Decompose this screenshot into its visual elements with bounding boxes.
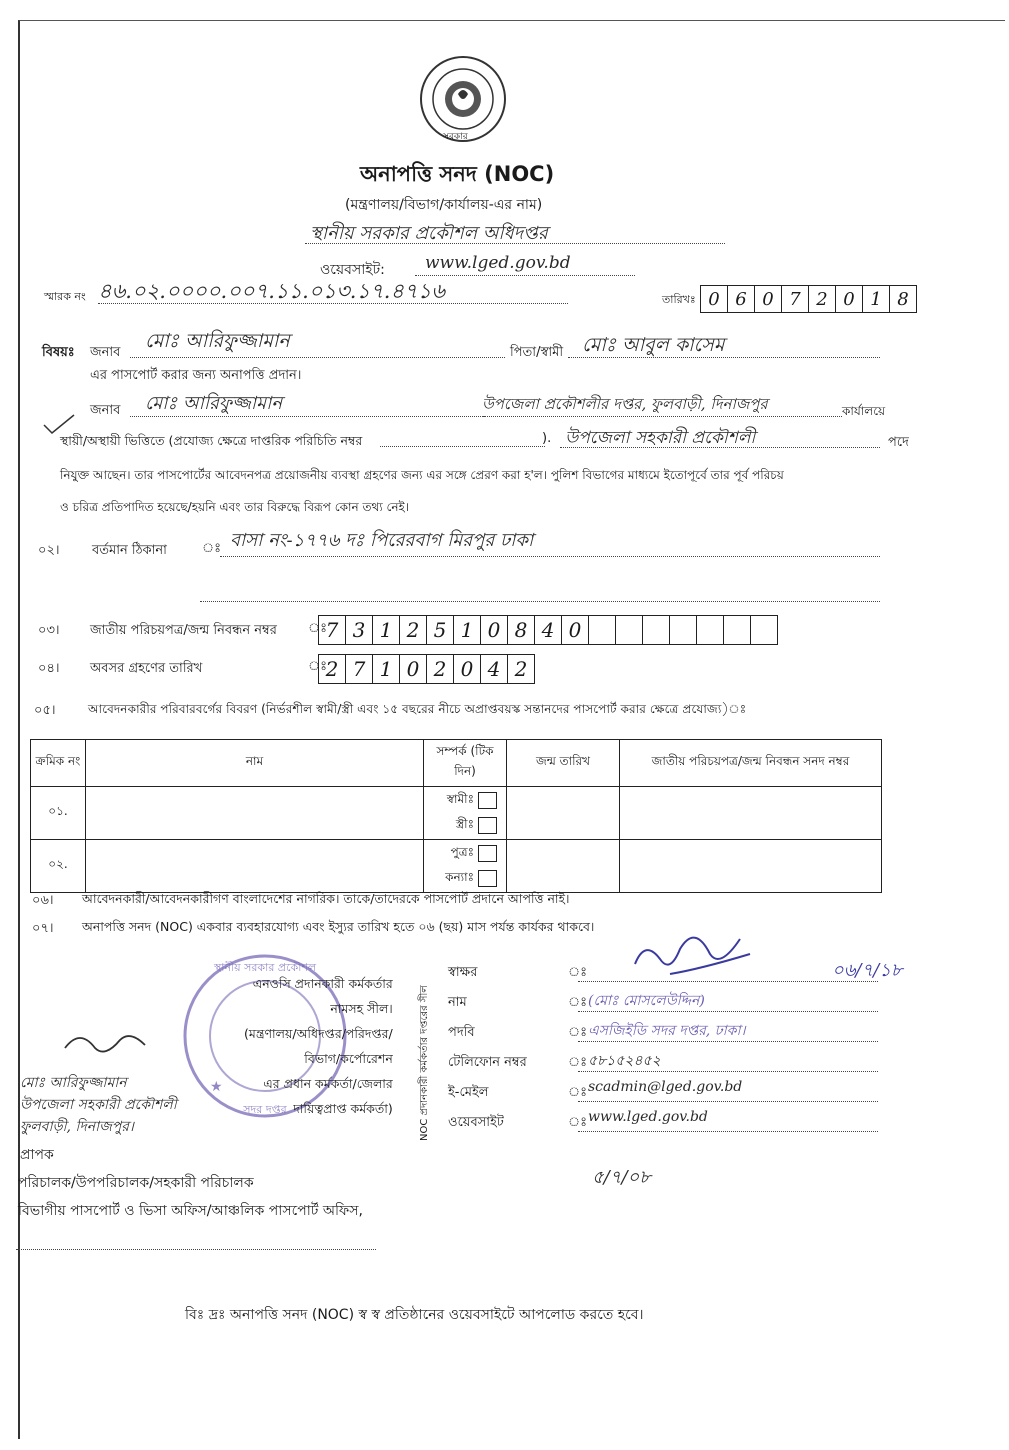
item-05-number: ০৫। <box>34 703 56 718</box>
son-checkbox[interactable] <box>478 845 497 862</box>
table-row: ০১. স্বামীঃ স্ত্রীঃ <box>31 787 882 840</box>
signatory-field-row: পদবি ঃ এসজিইডি সদর দপ্তর, ঢাকা। <box>448 1021 908 1047</box>
col-serial: ক্রমিক নং <box>31 740 86 787</box>
signatory-field-value: scadmin@lged.gov.bd <box>588 1079 743 1095</box>
svg-text:স্থানীয় সরকার প্রকৌশল: স্থানীয় সরকার প্রকৌশল <box>213 961 317 974</box>
item-02-number: ০২। <box>38 543 60 558</box>
applicant-sig-name: মোঃ আরিফুজ্জামান <box>20 1075 127 1091</box>
digit-box: 0 <box>453 654 480 684</box>
digit-box: 1 <box>453 615 480 645</box>
wife-checkbox[interactable] <box>478 817 497 834</box>
designation: উপজেলা সহকারী প্রকৌশলী <box>565 428 756 448</box>
item-03-number: ০৩। <box>38 623 60 638</box>
signatory-field-row: স্বাক্ষর ঃ <box>448 961 908 987</box>
memo-number: ৪৬.০২.০০০০.০০৭.১১.০১৩.১৭.৪৭১৬ <box>98 279 445 303</box>
digit-box: 3 <box>345 615 372 645</box>
office-name: স্থানীয় সরকার প্রকৌশল অধিদপ্তর <box>310 223 548 244</box>
husband-checkbox[interactable] <box>478 792 497 809</box>
signatory-field-label: পদবি <box>448 1025 475 1040</box>
page-subtitle: (মন্ত্রণালয়/বিভাগ/কার্যালয়-এর নাম) <box>345 197 543 213</box>
initials-date: ৫/৭/০৮ <box>592 1167 651 1188</box>
digit-box: 0 <box>835 285 862 313</box>
digit-box: 4 <box>480 654 507 684</box>
para-line3: ও চরিত্র প্রতিপাদিত হয়েছে/হয়নি এবং তার বিরুদ্ধে বিরূপ কোন তথ্য নেই। <box>60 500 410 514</box>
digit-box <box>696 615 723 645</box>
body-office: উপজেলা প্রকৌশলীর দপ্তর, ফুলবাড়ী, দিনাজপুর <box>482 395 768 413</box>
digit-box: 2 <box>507 654 535 684</box>
applicant-name: মোঃ আরিফুজ্জামান <box>145 330 290 352</box>
digit-box: 0 <box>754 285 781 313</box>
svg-text:সদর দপ্তর: সদর দপ্তর <box>243 1103 287 1116</box>
signature-date: ০৬/৭/১৮ <box>832 960 903 981</box>
memo-label: স্মারক নং <box>44 290 86 303</box>
signatory-field-row: ওয়েবসাইট ঃ www.lged.gov.bd <box>448 1111 908 1137</box>
digit-box: 5 <box>426 615 453 645</box>
digit-box: 8 <box>507 615 534 645</box>
digit-box: 8 <box>889 285 917 313</box>
subject-line2: এর পাসপোর্ট করার জন্য অনাপত্তি প্রদান। <box>90 368 302 383</box>
website-value: www.lged.gov.bd <box>425 253 571 273</box>
recipient-line2: বিভাগীয় পাসপোর্ট ও ভিসা অফিস/আঞ্চলিক পাসপোর্ট অফিস, <box>18 1203 363 1219</box>
father-name: মোঃ আবুল কাসেম <box>582 334 725 356</box>
digit-box: 7 <box>781 285 808 313</box>
signatory-field-row: ই-মেইল ঃ scadmin@lged.gov.bd <box>448 1081 908 1107</box>
digit-box: 6 <box>727 285 754 313</box>
digit-box: 0 <box>700 285 727 313</box>
seal-bottom-text: সরকার <box>443 132 468 142</box>
digit-box: 2 <box>426 654 453 684</box>
father-label: পিতা/স্বামী <box>510 345 564 360</box>
applicant-sig-location: ফুলবাড়ী, দিনাজপুর। <box>20 1119 134 1135</box>
retire-label: অবসর গ্রহণের তারিখ <box>90 661 203 676</box>
page-title: অনাপত্তি সনদ (NOC) <box>360 162 555 186</box>
digit-box: 0 <box>399 654 426 684</box>
applicant-sig-designation: উপজেলা সহকারী প্রকৌশলী <box>20 1097 177 1113</box>
svg-text:★: ★ <box>210 1079 223 1095</box>
col-name: নাম <box>86 740 424 787</box>
signatory-field-row: নাম ঃ (মোঃ মোসলেউদ্দিন) <box>448 991 908 1017</box>
validity-statement: অনাপত্তি সনদ (NOC) একবার ব্যবহারযোগ্য এবং ইস্যুর তারিখ হতে ০৬ (ছয়) মাস পর্যন্ত কার্যকর থাকবে। <box>82 919 595 934</box>
address-label: বর্তমান ঠিকানা <box>92 543 167 558</box>
recipient-line1: পরিচালক/উপপরিচালক/সহকারী পরিচালক <box>18 1175 254 1191</box>
digit-box: 7 <box>318 615 345 645</box>
digit-box: 2 <box>318 654 345 684</box>
signatory-field-label: স্বাক্ষর <box>448 965 478 980</box>
para-line2: নিযুক্ত আছেন। তার পাসপোর্টের আবেদনপত্র প্রয়োজনীয় ব্যবস্থা গ্রহণের জন্য এর সঙ্গে প্রেরণ করা হ'ল। পুলিশ বিভাগের মাধ্যমে ইতোপূর্বে তার পূর্ব পরিচয় <box>60 468 784 482</box>
body-name: মোঃ আরিফুজ্জামান <box>145 393 283 414</box>
signatory-field-label: ওয়েবসাইট <box>448 1115 504 1130</box>
signatory-field-row: টেলিফোন নম্বর ঃ ৫৮১৫২৪৫২ <box>448 1051 908 1077</box>
vertical-stamp: NOC প্রদানকারী কর্মকর্তার দপ্তরের সীল <box>419 985 430 1141</box>
office-suffix: কার্যালয়ে <box>842 404 886 418</box>
digit-box <box>750 615 778 645</box>
signatory-field-value: এসজিইডি সদর দপ্তর, ঢাকা। <box>588 1023 746 1039</box>
family-table <box>30 739 882 893</box>
digit-box: 1 <box>372 654 399 684</box>
issue-date-boxes <box>700 285 917 313</box>
nid-boxes <box>318 615 778 645</box>
col-dob: জন্ম তারিখ <box>507 740 620 787</box>
pode-label: পদে <box>888 435 909 450</box>
family-desc: আবেদনকারীর পরিবারবর্গের বিবরণ (নির্ভরশীল স্বামী/স্ত্রী এবং ১৫ বছরের নীচে অপ্রাপ্তবয়স্ক সন্তানদের পাসপোর্ট করার ক্ষেত্রে প্রযোজ্য)ঃ <box>88 702 747 716</box>
body-janab: জনাব <box>90 403 121 418</box>
digit-box: 0 <box>561 615 588 645</box>
digit-box: 1 <box>862 285 889 313</box>
officer-signature-icon <box>630 929 760 984</box>
digit-box: 2 <box>399 615 426 645</box>
subject-janab: জনাব <box>90 345 121 360</box>
col-relation: সম্পর্ক (টিক দিন) <box>424 740 507 787</box>
signatory-desc: এনওসি প্রদানকারী কর্মকর্তার নামসহ সীল। (মন্ত্রণালয়/অধিদপ্তর/পরিদপ্তর/ বিভাগ/কর্পোরেশন এর প্রধান কর্মকর্তা/জেলার দায়িত্বপ্রাপ্ত কর্মকর্তা) <box>244 976 393 1116</box>
digit-box: 4 <box>534 615 561 645</box>
table-row: ০২. পুত্রঃ কন্যাঃ <box>31 840 882 893</box>
recipient-label: প্রাপক <box>20 1147 54 1163</box>
digit-box: 1 <box>372 615 399 645</box>
signatory-field-label: নাম <box>448 995 467 1010</box>
applicant-signature-icon <box>60 1023 150 1063</box>
item-04-number: ০৪। <box>38 661 60 676</box>
subject-label: বিষয়ঃ <box>42 345 75 360</box>
retire-date-boxes <box>318 654 535 684</box>
col-nid: জাতীয় পরিচয়পত্র/জন্ম নিবন্ধন সনদ নম্বর <box>620 740 882 787</box>
footnote: বিঃ দ্রঃ অনাপত্তি সনদ (NOC) স্ব স্ব প্রতিষ্ঠানের ওয়েবসাইটে আপলোড করতে হবে। <box>185 1307 644 1323</box>
address-value: বাসা নং-১৭৭৬ দঃ পিরেরবাগ মিরপুর ঢাকা <box>230 530 534 551</box>
citizen-statement: আবেদনকারী/আবেদনকারীগণ বাংলাদেশের নাগরিক। তাকে/তাদেরকে পাসপোর্ট প্রদানে আপত্তি নাই। <box>82 891 570 906</box>
signatory-field-label: টেলিফোন নম্বর <box>448 1055 527 1070</box>
signatory-field-value: www.lged.gov.bd <box>588 1109 708 1125</box>
digit-box <box>723 615 750 645</box>
perm-text: স্থায়ী/অস্থায়ী ভিত্তিতে (প্রযোজ্য ক্ষেত্রে দাপ্তরিক পরিচিতি নম্বর <box>60 433 363 448</box>
item-06-number: ০৬। <box>32 893 54 908</box>
date-label: তারিখঃ <box>662 293 696 306</box>
digit-box <box>615 615 642 645</box>
digit-box <box>642 615 669 645</box>
signatory-field-value: (মোঃ মোসলেউদ্দিন) <box>588 993 705 1009</box>
signatory-field-label: ই-মেইল <box>448 1085 489 1100</box>
signatory-field-value: ৫৮১৫২৪৫২ <box>588 1053 661 1069</box>
nid-label: জাতীয় পরিচয়পত্র/জন্ম নিবন্ধন নম্বর <box>90 623 277 638</box>
daughter-checkbox[interactable] <box>478 870 497 887</box>
noc-document: সরকার অনাপত্তি সনদ (NOC) (মন্ত্রণালয়/বিভাগ/কার্যালয়-এর নাম) স্থানীয় সরকার প্রকৌশল অধিদপ্তর ওয়েবসাইট: www.lged.gov.bd স্মারক নং ৪৬.০২.০০০০.০০৭.১১.০১৩.১৭.৪৭১৬ তারিখঃ 0 6 0 7 2 0 1 8 বিষয়ঃ জনাব মোঃ আরিফুজ্জামান পিতা/স্বামী মোঃ আবুল কাসেম এর পাসপোর্ট করার জন্য অনাপত্তি প্রদান। জনাব মোঃ আরিফুজ্জামান উপজেলা প্রকৌশলীর দপ্তর, ফুলবাড়ী, দিনাজপুর কার্যালয়ে স্থায়ী/অস্থায়ী ভিত্তিতে (প্রযোজ্য ক্ষেত্রে দাপ্তরিক পরিচিতি নম্বর ). উপজেলা সহকারী প্রকৌশলী পদে নিযুক্ত আছেন। তার পাসপোর্টের আবেদনপত্র প্রয়োজনীয় ব্যবস্থা গ্রহণের জন্য এর সঙ্গে প্রেরণ করা হ'ল। পুলিশ বিভাগের মাধ্যমে ইতোপূর্বে তার পূর্ব পরিচয় ও চরিত্র প্রতিপাদিত হয়েছে/হয়নি এবং তার বিরুদ্ধে বিরূপ কোন তথ্য নেই। ০২। বর্তমান ঠিকানা ঃ বাসা নং-১৭৭৬ দঃ পিরেরবাগ মিরপুর ঢাকা ০৩। জাতীয় পরিচয়পত্র/জন্ম নিবন্ধন নম্বর ঃ 7 3 1 2 5 1 0 8 4 0 ০৪। অবসর গ্রহণের তারিখ ঃ 2 7 1 0 2 0 4 2 ০৫। আবেদনকারীর পরিবারবর্গের বিবরণ (নির্ভরশীল স্বামী/স্ত্রী এবং ১৫ বছরের নীচে অপ্রাপ্তবয়স্ক সন্তানদের পাসপোর্ট করার ক্ষেত্রে প্রযোজ্য)ঃ ক্রমিক নং নাম সম্পর্ক (টিক দিন) জন্ম তারিখ জাতীয় পরিচয়পত্র/জন্ম নিবন্ধন সনদ নম্বর ০১. স্বামীঃ স্ত্রীঃ ০২. পুত্রঃ কন্যাঃ ০৬। আবেদনকারী/আবেদনকারীগণ বাংলাদেশের নাগরিক। তাকে/তাদেরকে পাসপোর্ট প্রদানে আপত্তি নাই। ০৭। অনাপত্তি সনদ (NOC) একবার ব্যবহারযোগ্য এবং ইস্যুর তারিখ হতে ০৬ (ছয়) মাস পর্যন্ত কার্যকর থাকবে। স্থানীয় সরকার প্রকৌশল সদর দপ্তর ★ এনওসি প্রদানকারী কর্মকর্তার নামসহ সীল। (মন্ত্রণালয়/অধিদপ্তর/পরিদপ্তর/ বিভাগ/কর্পোরেশন এর প্রধান কর্মকর্তা/জেলার দায়িত্বপ্রাপ্ত কর্মকর্তা) NOC প্রদানকারী কর্মকর্তার দপ্তরের সীল স্বাক্ষর ঃ নাম ঃ (মোঃ মোসলেউদ্দিন) পদবি ঃ এসজিইডি সদর দপ্তর, ঢাকা। টেলিফোন নম্বর ঃ ৫৮১৫২৪৫২ ই-মেইল ঃ scadmin@lged.gov.bd ওয়েবসাইট ঃ www.lged.gov.bd ০৬/৭/১৮ মোঃ আরিফুজ্জামান উপজেলা সহকারী প্রকৌশলী ফুলবাড়ী, দিনাজপুর। ৫/৭/০৮ প্রাপক পরিচালক/উপপরিচালক/সহকারী পরিচালক বিভাগীয় পাসপোর্ট ও ভিসা অফিস/আঞ্চলিক পাসপোর্ট অফিস, বিঃ দ্রঃ অনাপত্তি সনদ (NOC) স্ব স্ব প্রতিষ্ঠানের ওয়েবসাইটে আপলোড করতে হবে। <box>18 20 1005 1439</box>
digit-box: 2 <box>808 285 835 313</box>
website-label: ওয়েবসাইট: <box>320 262 385 278</box>
digit-box <box>588 615 615 645</box>
digit-box <box>669 615 696 645</box>
digit-box: 0 <box>480 615 507 645</box>
digit-box: 7 <box>345 654 372 684</box>
item-07-number: ০৭। <box>32 921 54 936</box>
